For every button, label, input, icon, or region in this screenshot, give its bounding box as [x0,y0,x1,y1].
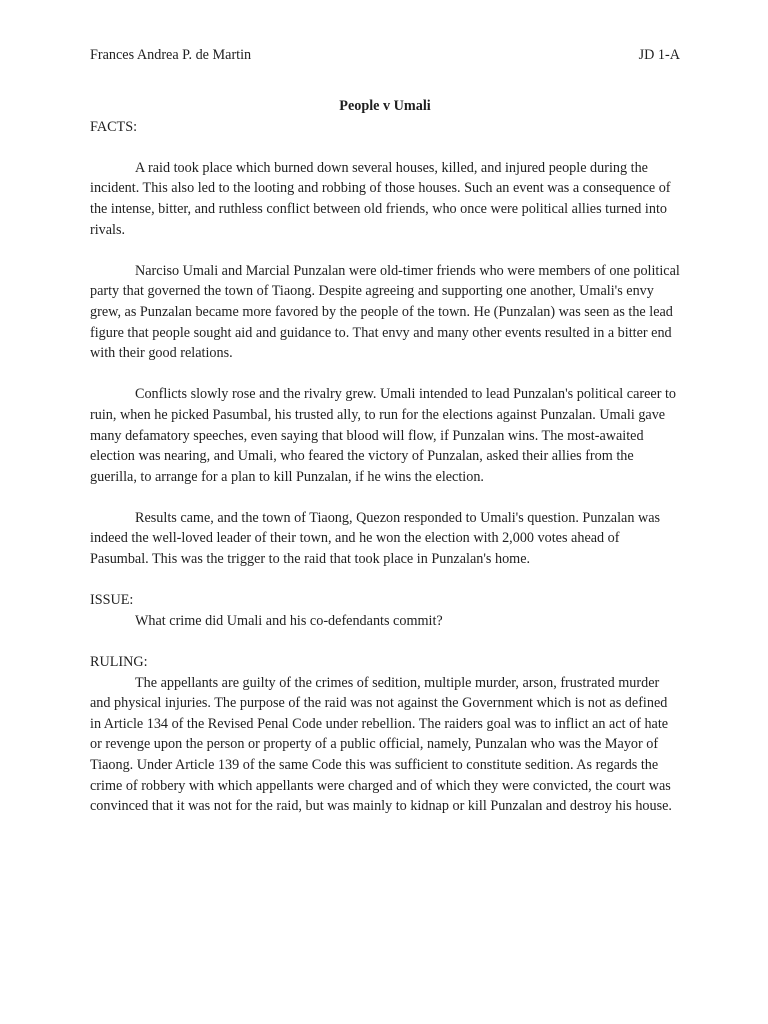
facts-paragraph-1: A raid took place which burned down several houses, killed, and injured people during the incident. This also led to the looting and robbing of those houses. Such an event was a consequence of the intense, bitter, and ruthless conflict between old friends, who once were political allies turned into rivals. [90,159,671,238]
class-section: JD 1-A [638,47,680,63]
issue-question: What crime did Umali and his co-defendants commit? [135,612,443,629]
spacer [90,137,680,158]
facts-heading: FACTS: [90,118,138,135]
spacer [90,631,680,652]
facts-paragraph-2: Narciso Umali and Marcial Punzalan were old-timer friends who were members of one political party that governed the town of Tiaong. Despite agreeing and supporting one another, Umali's envy grew, as Punzalan became more favored by the people of the town. He (Punzalan) was seen as the lead figure that people sought aid and guidance to. That envy and many other events resulted in a bitter end with their good relations. [90,262,680,362]
spacer [90,487,680,508]
ruling-heading: RULING: [90,654,148,671]
case-title: People v Umali [339,98,431,114]
spacer [90,240,680,261]
facts-paragraph-3: Conflicts slowly rose and the rivalry grew. Umali intended to lead Punzalan's political career to ruin, when he picked Pasumbal, his trusted ally, to run for the elections against Punzalan. Umali gave many defamatory speeches, even saying that blood will flow, if Punzalan wins. The most-awaited election was nearing, and Umali, who feared the victory of Punzalan, asked their allies from the guerilla, to arrange for a plan to kill Punzalan, if he wins the election. [90,386,676,485]
page-header [90,47,680,63]
spacer [90,570,680,591]
author-name: Frances Andrea P. de Martin [90,47,252,63]
spacer [90,364,680,385]
issue-heading: ISSUE: [90,592,134,609]
facts-paragraph-4: Results came, and the town of Tiaong, Quezon responded to Umali's question. Punzalan was indeed the well-loved leader of their town, and he won the election with 2,000 votes ahead of Pasumbal. This was the trigger to the raid that took place in Punzalan's home. [90,509,661,568]
document-page [90,47,680,817]
ruling-paragraph: The appellants are guilty of the crimes of sedition, multiple murder, arson, frustrated murder and physical injuries. The purpose of the raid was not against the Government which is not as defined in Article 134 of the Revised Penal Code under rebellion. The raiders goal was to inflict an act of hate or revenge upon the person or property of a public official, namely, Punzalan who was the Mayor of Tiaong. Under Article 139 of the same Code this was sufficient to constitute sedition. As regards the crime of robbery with which appellants were charged and of which they were convicted, the court was convinced that it was not for the raid, but was mainly to kidnap or kill Punzalan and destroy his house. [90,674,672,815]
